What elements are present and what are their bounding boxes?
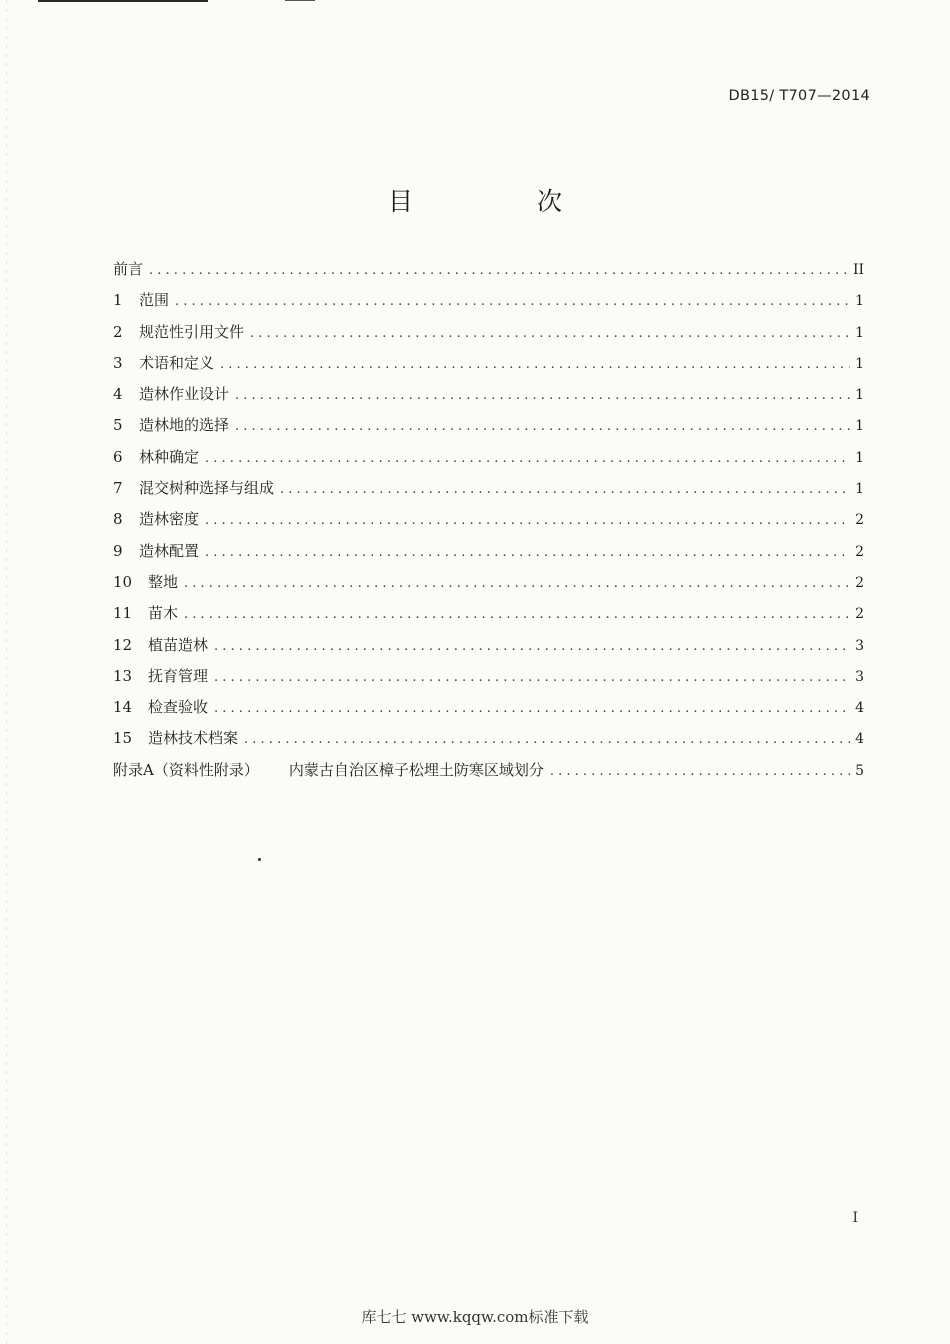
toc-label: 前言 [113,260,144,278]
top-rule [38,0,208,2]
toc-entry[interactable] [113,321,864,352]
toc-number: 6 [113,447,123,466]
toc-label: 造林技术档案 [148,729,239,748]
toc-page: 1 [855,293,864,310]
toc-number: 7 [113,479,123,498]
toc-entry[interactable] [113,696,864,727]
toc-leader-dots [550,764,850,779]
toc-number: 2 [113,322,123,341]
toc-number: 5 [113,416,123,435]
toc-label: 整地 [148,572,179,591]
toc-entry[interactable] [113,289,864,320]
toc-number: 9 [113,541,123,560]
toc-leader-dots [214,639,850,654]
toc-label: 规范性引用文件 [139,322,245,341]
toc-label: 造林作业设计 [139,385,230,404]
toc-page: 3 [855,668,864,685]
toc-label: 术语和定义 [139,353,215,372]
toc-entry-foreword[interactable] [113,258,864,289]
toc-number: 4 [113,385,123,404]
toc-number: 10 [113,572,133,591]
toc-number: 12 [113,635,133,654]
toc-leader-dots [184,576,850,591]
toc-leader-dots [205,545,850,560]
toc-page: 1 [855,481,864,498]
toc-page: II [852,262,864,278]
toc-entry[interactable] [113,727,864,758]
page-title: 目 次 [388,187,620,216]
toc-label: 林种确定 [139,447,200,466]
toc-entry[interactable] [113,634,864,665]
document-code: DB15/ T707—2014 [728,88,870,104]
top-rule-fragment [285,0,315,1]
toc-entry[interactable] [113,383,864,414]
toc-number: 13 [113,666,133,685]
toc-label: 造林密度 [139,510,200,529]
toc-page: 2 [855,512,864,529]
toc-leader-dots [250,326,850,341]
toc-entry[interactable] [113,665,864,696]
toc-page: 1 [855,355,864,372]
toc-number: 14 [113,698,133,717]
toc-entry[interactable] [113,477,864,508]
toc-number: 1 [113,291,123,310]
watermark-text: 库七七 www.kqqw.com标准下载 [361,1308,589,1326]
toc-number: 11 [113,604,133,623]
scan-speck [258,858,261,861]
toc-entry[interactable] [113,571,864,602]
toc-leader-dots [214,701,850,716]
toc-leader-dots [205,451,850,466]
toc-page: 1 [855,418,864,435]
toc-page: 1 [855,324,864,341]
toc-leader-dots [244,732,850,747]
toc-label: 混交树种选择与组成 [139,479,275,498]
toc-page: 3 [855,637,864,654]
toc-label: 植苗造林 [148,635,209,654]
toc-leader-dots [214,670,850,685]
toc-leader-dots [184,607,850,622]
toc-entry[interactable] [113,540,864,571]
toc-number: 15 [113,729,133,748]
page-number: I [852,1210,858,1226]
toc-leader-dots [205,513,850,528]
toc-page: 2 [855,606,864,623]
toc-label: 抚育管理 [148,666,209,685]
toc-page: 1 [855,449,864,466]
toc-leader-dots [280,482,850,497]
toc-page: 4 [855,731,864,748]
toc-page: 5 [855,762,864,779]
toc-entry-appendix-a[interactable] [113,759,864,790]
toc-leader-dots [235,419,850,434]
toc-entry[interactable] [113,446,864,477]
toc-appendix-number: 附录A（资料性附录） [113,760,259,779]
toc-label: 造林配置 [139,541,200,560]
toc-entry[interactable] [113,414,864,445]
toc-leader-dots [149,263,849,278]
toc-label: 检查验收 [148,698,209,717]
table-of-contents [113,258,864,790]
toc-label: 内蒙古自治区樟子松埋土防寒区域划分 [288,760,544,779]
toc-leader-dots [235,388,850,403]
toc-label: 造林地的选择 [139,416,230,435]
toc-leader-dots [220,357,850,372]
toc-page: 1 [855,387,864,404]
toc-number: 3 [113,353,123,372]
toc-entry[interactable] [113,508,864,539]
toc-entry[interactable] [113,602,864,633]
toc-number: 8 [113,510,123,529]
toc-page: 2 [855,574,864,591]
toc-page: 4 [855,700,864,717]
toc-page: 2 [855,543,864,560]
toc-label: 苗木 [148,604,179,623]
toc-leader-dots [175,294,850,309]
toc-entry[interactable] [113,352,864,383]
toc-label: 范围 [139,291,170,310]
